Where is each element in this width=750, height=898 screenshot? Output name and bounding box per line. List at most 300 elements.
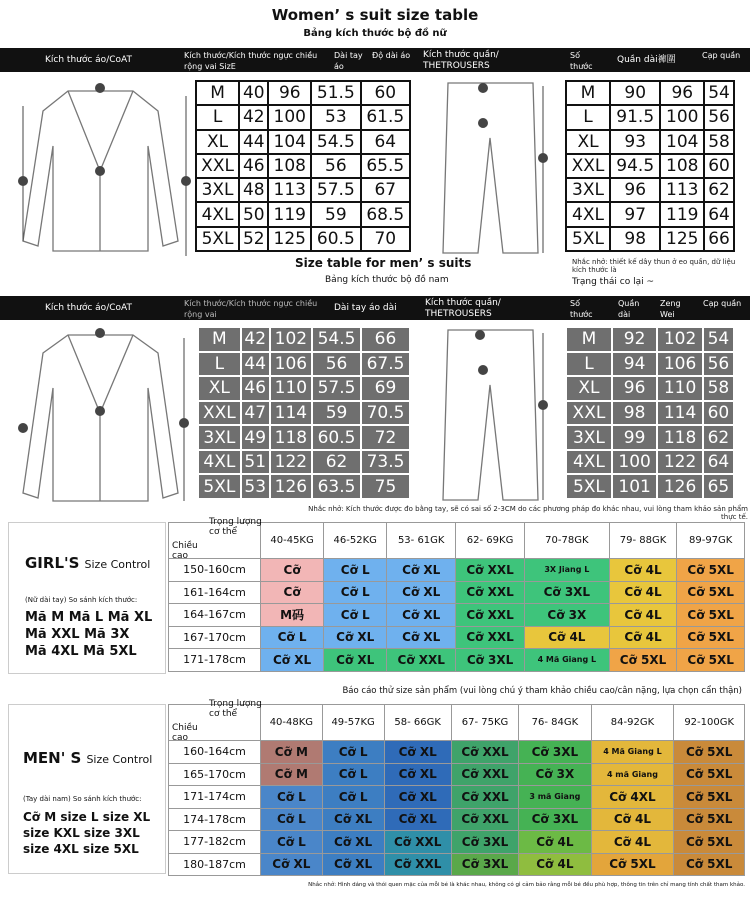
size-cell: Cỡ L	[261, 626, 324, 649]
size-row	[566, 327, 734, 352]
size-row	[566, 450, 734, 475]
weight-header: 89-97GK	[677, 523, 745, 559]
men-pants-table	[565, 326, 735, 500]
size-value: 126	[270, 474, 312, 499]
size-cell: Cỡ 5XL	[677, 626, 745, 649]
girls-sizes: Mã M Mã L Mã XL Mã XXL Mã 3X Mã 4XL Mã 5XL	[25, 610, 153, 659]
size-value: 54.5	[312, 327, 361, 352]
size-cell: Cỡ 5XL	[674, 831, 745, 854]
weight-header: 40-45KG	[261, 523, 324, 559]
size-cell: Cỡ XXL	[451, 741, 518, 764]
size-cell: Cỡ 5XL	[591, 853, 674, 876]
size-cell: Cỡ XL	[261, 853, 323, 876]
size-cell: Cỡ 5XL	[677, 559, 745, 582]
men-pants-drawing	[428, 325, 553, 505]
size-cell: 4 mã Giang	[591, 763, 674, 786]
men-note: Nhắc nhở: Kích thước được đo bằng tay, sẽ có sai số 2-3CM do các phương pháp đo khác nhau, vui lòng tham khảo sản phẩm thực tế.	[308, 505, 748, 521]
size-row	[566, 202, 734, 226]
height-label: 164-167cm	[169, 604, 261, 627]
men-waist-header-label: Cạp quần	[703, 299, 742, 308]
size-value: 97	[610, 202, 660, 226]
size-cell: Cỡ 4L	[609, 559, 677, 582]
size-cell: Cỡ XL	[261, 649, 324, 672]
size-cell: Cỡ L	[324, 581, 387, 604]
size-value: 68.5	[361, 202, 410, 226]
corner-height-label: Chiều cao	[172, 723, 198, 743]
size-value: 102	[270, 327, 312, 352]
women-pants-drawing	[428, 78, 553, 268]
weight-header: 79- 88GK	[609, 523, 677, 559]
women-header-bar	[0, 48, 750, 72]
girls-size-table	[168, 517, 745, 672]
size-row	[198, 425, 410, 450]
size-value: 67.5	[361, 352, 410, 377]
girls-label-big: GIRL'S	[25, 554, 80, 572]
size-label: 4XL	[566, 450, 612, 475]
size-row	[566, 352, 734, 377]
weight-header: 70-78GK	[525, 523, 610, 559]
size-value: 66	[704, 227, 734, 251]
height-label: 150-160cm	[169, 559, 261, 582]
size-value: 104	[268, 130, 311, 154]
men-label-big: MEN' S	[23, 749, 82, 767]
size-label: XXL	[198, 401, 241, 426]
height-label: 161-164cm	[169, 581, 261, 604]
corner-cell	[169, 699, 262, 743]
size-value: 70.5	[361, 401, 410, 426]
size-value: 75	[361, 474, 410, 499]
size-cell: Cỡ XL	[384, 808, 451, 831]
size-label: 5XL	[566, 474, 612, 499]
size-cell: Cỡ XXL	[456, 581, 525, 604]
size-cell: Cỡ 3X	[525, 604, 610, 627]
women-pants-table	[565, 80, 735, 252]
men-pants-ruler-label: Số thước	[570, 299, 593, 319]
corner-weight-label: Trọng lượng cơ thể	[209, 517, 262, 537]
height-label: 180-187cm	[169, 853, 261, 876]
size-row	[566, 227, 734, 251]
size-value: 106	[657, 352, 702, 377]
size-cell: Cỡ 5XL	[674, 808, 745, 831]
women-coat-table	[195, 80, 411, 252]
size-value: 60.5	[311, 227, 360, 251]
size-row	[196, 130, 410, 154]
size-value: 96	[610, 178, 660, 202]
size-value: 62	[703, 425, 734, 450]
size-value: 66	[361, 327, 410, 352]
size-cell: Cỡ XL	[322, 808, 384, 831]
size-value: 56	[312, 352, 361, 377]
height-row	[169, 763, 745, 786]
size-value: 46	[241, 376, 270, 401]
height-row	[169, 831, 745, 854]
size-value: 54	[703, 327, 734, 352]
size-value: 60	[361, 81, 410, 105]
men-size-table	[168, 699, 745, 876]
size-value: 62	[704, 178, 734, 202]
height-row	[169, 559, 745, 582]
size-label: L	[198, 352, 241, 377]
size-cell: Cỡ 3XL	[519, 808, 591, 831]
size-cell: Cỡ XL	[384, 763, 451, 786]
size-value: 59	[311, 202, 360, 226]
men-chest-header-label: Kích thước/Kích thước ngực chiều rộng vai	[184, 299, 318, 319]
pants-length-label: Quần dài褲圍	[617, 55, 676, 65]
size-value: 100	[660, 105, 704, 129]
size-value: 100	[268, 105, 311, 129]
size-label: M	[566, 327, 612, 352]
size-value: 106	[270, 352, 312, 377]
size-cell: Cỡ XXL	[451, 786, 518, 809]
size-value: 62	[312, 450, 361, 475]
size-cell: Cỡ XL	[387, 604, 456, 627]
size-value: 56	[704, 105, 734, 129]
size-value: 108	[660, 154, 704, 178]
size-cell: Cỡ L	[322, 786, 384, 809]
size-value: 98	[612, 401, 657, 426]
men-sleeve-header-label: Dài tay áo dài	[334, 303, 397, 313]
size-cell: Cỡ 3XL	[456, 649, 525, 672]
size-value: 100	[612, 450, 657, 475]
size-value: 94.5	[610, 154, 660, 178]
size-value: 102	[657, 327, 702, 352]
pants-header-label: Kích thước quần/ THETROUSERS	[423, 50, 499, 71]
size-value: 60	[703, 401, 734, 426]
weight-header-row	[169, 705, 745, 741]
pants-ruler-label: Số thước	[570, 51, 593, 71]
size-cell: Cỡ XXL	[451, 808, 518, 831]
size-value: 96	[660, 81, 704, 105]
size-value: 93	[610, 130, 660, 154]
size-value: 54.5	[311, 130, 360, 154]
corner-cell	[169, 517, 262, 561]
size-row	[198, 450, 410, 475]
size-label: L	[566, 352, 612, 377]
height-label: 165-170cm	[169, 763, 261, 786]
chest-header-label: Kích thước/Kích thước ngực chiều rộng vai SizE	[184, 51, 318, 71]
size-value: 58	[704, 130, 734, 154]
size-label: L	[566, 105, 610, 129]
height-row	[169, 649, 745, 672]
size-cell: Cỡ XL	[384, 741, 451, 764]
weight-header: 92-100GK	[674, 705, 745, 741]
size-value: 110	[270, 376, 312, 401]
size-row	[196, 178, 410, 202]
size-label: M	[566, 81, 610, 105]
size-value: 58	[703, 376, 734, 401]
weight-header: 67- 75KG	[451, 705, 518, 741]
size-value: 119	[268, 202, 311, 226]
size-value: 49	[241, 425, 270, 450]
size-value: 51	[241, 450, 270, 475]
size-row	[198, 401, 410, 426]
size-value: 63.5	[312, 474, 361, 499]
size-cell: Cỡ 3XL	[451, 853, 518, 876]
size-cell: Cỡ 4L	[609, 626, 677, 649]
size-value: 118	[270, 425, 312, 450]
size-value: 61.5	[361, 105, 410, 129]
coat-header-label: Kích thước áo/CoAT	[45, 55, 132, 65]
height-row	[169, 786, 745, 809]
size-value: 92	[612, 327, 657, 352]
size-label: 3XL	[566, 425, 612, 450]
men-pants-header-label: Kích thước quần/ THETROUSERS	[425, 298, 501, 319]
size-value: 53	[311, 105, 360, 129]
weight-header: 58- 66GK	[384, 705, 451, 741]
size-value: 46	[239, 154, 268, 178]
weight-header: 84-92GK	[591, 705, 674, 741]
size-value: 51.5	[311, 81, 360, 105]
size-row	[566, 105, 734, 129]
girls-label-card	[8, 522, 166, 674]
size-cell: Cỡ 5XL	[674, 786, 745, 809]
size-cell: Cỡ 4L	[591, 831, 674, 854]
size-value: 125	[268, 227, 311, 251]
size-cell: Cỡ 3XL	[451, 831, 518, 854]
size-row	[566, 376, 734, 401]
size-label: 5XL	[196, 227, 239, 251]
men-pants-length-label: Quần dài	[618, 299, 640, 319]
height-label: 171-178cm	[169, 649, 261, 672]
height-row	[169, 581, 745, 604]
men-zengwei-label: Zeng Wei	[660, 299, 681, 319]
men-sizes: Cỡ M size L size XL size KXL size 3XL size 4XL size 5XL	[23, 810, 151, 856]
size-label: XXL	[196, 154, 239, 178]
height-label: 167-170cm	[169, 626, 261, 649]
height-row	[169, 808, 745, 831]
size-value: 47	[241, 401, 270, 426]
men-title: Size table for men’ s suits	[295, 256, 472, 270]
size-cell: Cỡ XL	[387, 581, 456, 604]
size-value: 65.5	[361, 154, 410, 178]
size-cell: Cỡ 5XL	[677, 649, 745, 672]
size-cell: Cỡ 5XL	[677, 581, 745, 604]
size-label: XL	[196, 130, 239, 154]
size-cell: Cỡ 3XL	[519, 741, 591, 764]
height-row	[169, 604, 745, 627]
men-footnote: Nhắc nhở: Hình dáng và thói quen mặc của mỗi bé là khác nhau, không có gì cảm bảo rằng mỗi bé đều phù hợp, thông tin trên chỉ mang tính chất tham khảo.	[308, 882, 745, 888]
weight-header: 49-57KG	[322, 705, 384, 741]
size-value: 64	[703, 450, 734, 475]
size-value: 56	[311, 154, 360, 178]
men-coat-table	[197, 326, 411, 500]
size-cell: Cỡ XXL	[456, 604, 525, 627]
height-row	[169, 741, 745, 764]
size-value: 42	[241, 327, 270, 352]
size-label: 3XL	[198, 425, 241, 450]
size-value: 64	[704, 202, 734, 226]
size-label: 4XL	[566, 202, 610, 226]
size-row	[566, 401, 734, 426]
size-cell: Cỡ L	[324, 604, 387, 627]
men-label-card	[8, 704, 166, 874]
height-label: 160-164cm	[169, 741, 261, 764]
size-value: 99	[612, 425, 657, 450]
size-value: 48	[239, 178, 268, 202]
size-row	[566, 425, 734, 450]
size-cell: Cỡ XL	[387, 626, 456, 649]
size-cell: Cỡ 4L	[609, 581, 677, 604]
size-label: 3XL	[196, 178, 239, 202]
size-value: 125	[660, 227, 704, 251]
size-cell: Cỡ L	[261, 786, 323, 809]
corner-weight-label: Trọng lượng cơ thể	[209, 699, 262, 719]
size-cell: Cỡ 4L	[519, 853, 591, 876]
weight-header: 62- 69KG	[456, 523, 525, 559]
height-label: 177-182cm	[169, 831, 261, 854]
size-cell: Cỡ L	[261, 831, 323, 854]
size-value: 40	[239, 81, 268, 105]
men-header-bar	[0, 296, 750, 320]
size-cell: Cỡ XXL	[456, 559, 525, 582]
size-label: 3XL	[566, 178, 610, 202]
size-value: 44	[239, 130, 268, 154]
size-row	[196, 81, 410, 105]
size-value: 54	[704, 81, 734, 105]
size-value: 122	[270, 450, 312, 475]
men-coat-header-label: Kích thước áo/CoAT	[45, 303, 132, 313]
size-row	[196, 154, 410, 178]
girls-footnote: Báo cáo thử size sản phẩm (vui lòng chú ý tham khảo chiều cao/cân nặng, lựa chọn cẩn thận)	[342, 686, 742, 696]
size-cell: Cỡ 5XL	[677, 604, 745, 627]
size-cell: Cỡ M	[261, 763, 323, 786]
weight-header-row	[169, 523, 745, 559]
size-value: 59	[312, 401, 361, 426]
size-cell: 3 mã Giang	[519, 786, 591, 809]
size-value: 91.5	[610, 105, 660, 129]
size-row	[198, 327, 410, 352]
weight-header: 53- 61GK	[387, 523, 456, 559]
size-label: XXL	[566, 401, 612, 426]
size-value: 108	[268, 154, 311, 178]
size-value: 44	[241, 352, 270, 377]
size-cell: Cỡ XXL	[456, 626, 525, 649]
size-value: 96	[268, 81, 311, 105]
size-value: 50	[239, 202, 268, 226]
weight-header: 76- 84GK	[519, 705, 591, 741]
size-value: 114	[270, 401, 312, 426]
size-value: 94	[612, 352, 657, 377]
height-label: 174-178cm	[169, 808, 261, 831]
size-cell: Cỡ XXL	[387, 649, 456, 672]
size-value: 64	[361, 130, 410, 154]
size-cell: Cỡ 3XL	[525, 581, 610, 604]
size-value: 96	[612, 376, 657, 401]
size-label: L	[196, 105, 239, 129]
size-cell: Cỡ 4L	[609, 604, 677, 627]
size-row	[196, 202, 410, 226]
size-row	[198, 376, 410, 401]
size-cell: Cỡ XL	[322, 831, 384, 854]
size-cell: M码	[261, 604, 324, 627]
size-value: 52	[239, 227, 268, 251]
women-coat-drawing	[8, 76, 193, 266]
size-value: 42	[239, 105, 268, 129]
size-value: 65	[703, 474, 734, 499]
size-value: 60.5	[312, 425, 361, 450]
size-value: 70	[361, 227, 410, 251]
size-cell: Cỡ 5XL	[609, 649, 677, 672]
waist-header-label: Cạp quần	[702, 51, 741, 60]
size-cell: Cỡ XL	[322, 853, 384, 876]
women-title: Women’ s suit size table	[271, 6, 479, 24]
size-label: XXL	[566, 154, 610, 178]
size-value: 67	[361, 178, 410, 202]
size-value: 104	[660, 130, 704, 154]
size-cell: Cỡ XL	[324, 649, 387, 672]
size-value: 56	[703, 352, 734, 377]
weight-header: 46-52KG	[324, 523, 387, 559]
size-value: 119	[660, 202, 704, 226]
height-label: 171-174cm	[169, 786, 261, 809]
weight-header: 40-48KG	[261, 705, 323, 741]
size-label: 5XL	[566, 227, 610, 251]
size-value: 57.5	[312, 376, 361, 401]
size-row	[196, 105, 410, 129]
size-cell: Cỡ XL	[387, 559, 456, 582]
size-row	[566, 154, 734, 178]
size-label: M	[196, 81, 239, 105]
size-cell: Cỡ 3X	[519, 763, 591, 786]
size-row	[566, 178, 734, 202]
size-value: 57.5	[311, 178, 360, 202]
women-subtitle: Bảng kích thước bộ đồ nữ	[303, 28, 447, 39]
size-cell: Cỡ L	[324, 559, 387, 582]
girls-label-small: Size Control	[84, 558, 151, 571]
size-value: 110	[657, 376, 702, 401]
size-cell: Cỡ XXL	[384, 831, 451, 854]
size-value: 122	[657, 450, 702, 475]
size-cell: Cỡ L	[322, 741, 384, 764]
size-cell: Cỡ XXL	[384, 853, 451, 876]
size-value: 73.5	[361, 450, 410, 475]
size-value: 126	[657, 474, 702, 499]
size-cell: 4 Mã Giang L	[525, 649, 610, 672]
size-label: M	[198, 327, 241, 352]
size-cell: Cỡ 5XL	[674, 853, 745, 876]
height-row	[169, 853, 745, 876]
men-subtitle: Bảng kích thước bộ đồ nam	[325, 275, 449, 285]
size-value: 101	[612, 474, 657, 499]
size-value: 60	[704, 154, 734, 178]
size-cell: Cỡ L	[322, 763, 384, 786]
girls-compare: (Nữ dài tay) So sánh kích thước:	[25, 596, 138, 604]
corner-height-label: Chiều cao	[172, 541, 198, 561]
size-value: 118	[657, 425, 702, 450]
size-cell: Cỡ XXL	[451, 763, 518, 786]
size-cell: Cỡ 4XL	[591, 786, 674, 809]
size-value: 98	[610, 227, 660, 251]
size-row	[198, 474, 410, 499]
length-header-label: Độ dài áo	[372, 51, 411, 60]
size-label: 4XL	[198, 450, 241, 475]
size-cell: Cỡ M	[261, 741, 323, 764]
size-cell: Cỡ 5XL	[674, 763, 745, 786]
size-cell: 4 Mã Giang L	[591, 741, 674, 764]
women-note: Nhắc nhở: thiết kế dây thun ở eo quần, dữ liệu kích thước là	[572, 258, 736, 274]
size-row	[566, 474, 734, 499]
size-label: 4XL	[196, 202, 239, 226]
women-note-2: Trạng thái co lại ~	[572, 277, 655, 287]
size-row	[196, 227, 410, 251]
size-cell: Cỡ 5XL	[674, 741, 745, 764]
men-compare: (Tay dài nam) So sánh kích thước:	[23, 795, 142, 803]
size-label: XL	[566, 376, 612, 401]
size-cell: Cỡ 4L	[519, 831, 591, 854]
size-cell: Cỡ 4L	[591, 808, 674, 831]
size-row	[198, 352, 410, 377]
size-cell: Cỡ XL	[324, 626, 387, 649]
